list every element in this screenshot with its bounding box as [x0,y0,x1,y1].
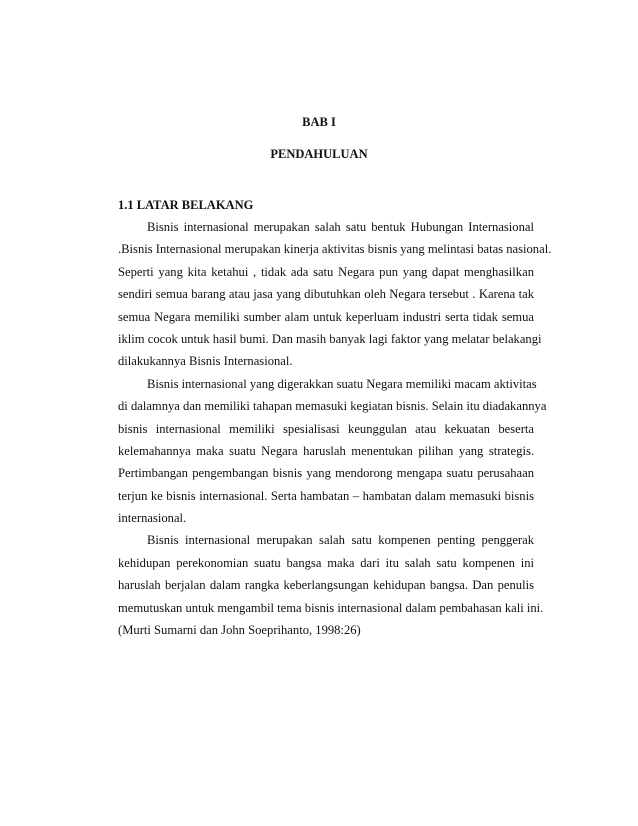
text-line: .Bisnis Internasional merupakan kinerja aktivitas bisnis yang melintasi batas nasional. [118,242,552,257]
body-text [118,216,552,641]
text-line: kelemahannya maka suatu Negara haruslah menentukan pilihan yang strategis. [118,443,534,458]
chapter-title: PENDAHULUAN [270,147,368,161]
paragraph [118,216,552,373]
text-line: Pertimbangan pengembangan bisnis yang mendorong mengapa suatu perusahaan [118,466,534,481]
text-line: terjun ke bisnis internasional. Serta hambatan – hambatan dalam memasuki bisnis [118,488,534,503]
text-line: bisnis internasional memiliki spesialisasi keunggulan atau kekuatan beserta [118,421,534,436]
text-line: sendiri semua barang atau jasa yang dibutuhkan oleh Negara tersebut . Karena tak [118,287,534,302]
section-title: 1.1 LATAR BELAKANG [118,198,254,212]
text-line: memutuskan untuk mengambil tema bisnis internasional dalam pembahasan kali ini. [118,600,544,615]
text-line: kehidupan perekonomian suatu bangsa maka dari itu salah satu kompenen ini [118,555,534,570]
citation-line: (Murti Sumarni dan John Soeprihanto, 1998:26) [118,623,361,638]
text-line: di dalamnya dan memiliki tahapan memasuki kegiatan bisnis. Selain itu diadakannya [118,399,547,414]
text-line: Bisnis internasional merupakan salah satu bentuk Hubungan Internasional [147,220,534,234]
text-line: haruslah berjalan dalam rangka keberlangsungan kehidupan bangsa. Dan penulis [118,578,534,593]
text-line: semua Negara memiliki sumber alam untuk keperluam industri serta tidak semua [118,309,534,324]
paragraph [118,529,544,641]
text-line: internasional. [118,511,187,526]
text-line: dilakukannya Bisnis Internasional. [118,354,293,369]
paragraph [118,373,547,530]
text-line: Bisnis internasional yang digerakkan suatu Negara memiliki macam aktivitas [147,376,537,391]
text-line: Seperti yang kita ketahui , tidak ada satu Negara pun yang dapat menghasilkan [118,264,534,279]
text-line: iklim cocok untuk hasil bumi. Dan masih banyak lagi faktor yang melatar belakangi [118,331,542,346]
chapter-number: BAB I [302,115,336,129]
text-line: Bisnis internasional merupakan salah satu kompenen penting penggerak [147,533,534,548]
